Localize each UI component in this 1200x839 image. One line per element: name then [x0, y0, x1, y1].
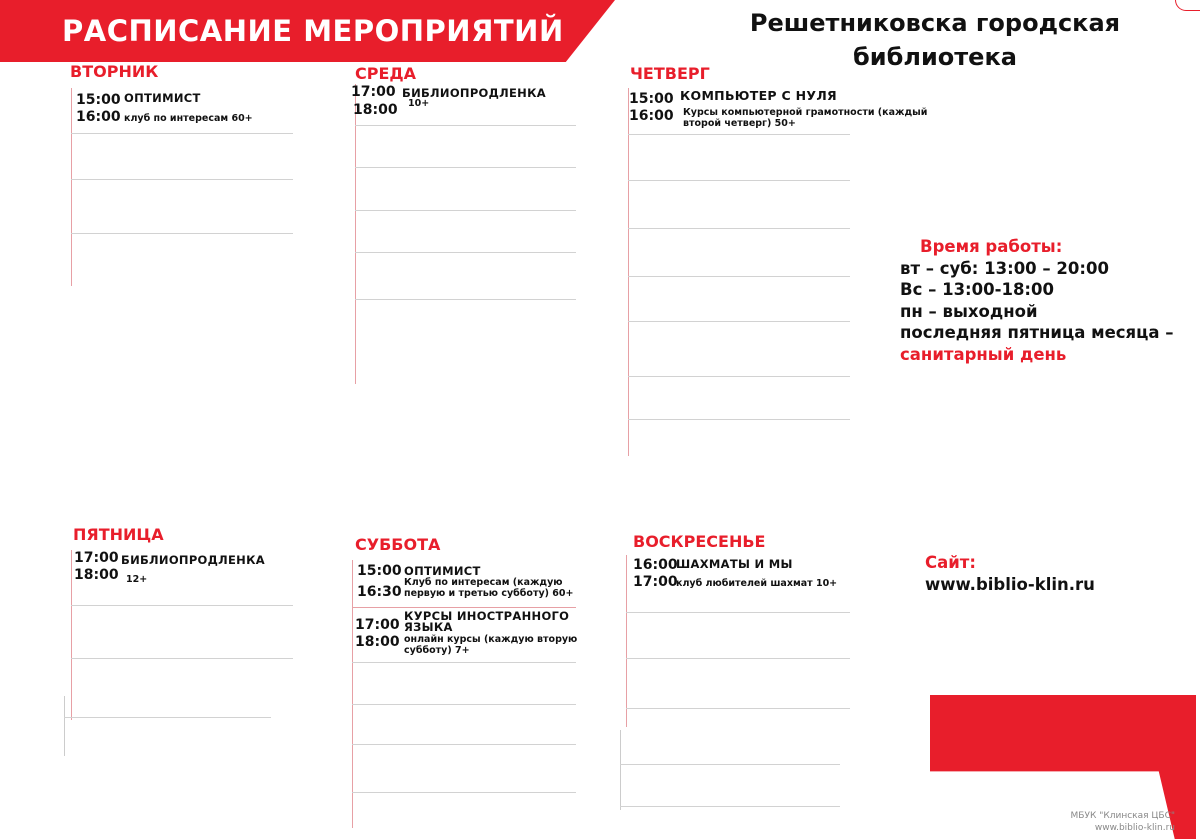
event-start-time: 17:00 — [74, 550, 119, 566]
event-title: ОПТИМИСТ — [404, 564, 481, 578]
row-divider — [628, 376, 850, 377]
event-title-line: ЯЗЫКА — [404, 620, 453, 634]
event-end-time: 16:30 — [357, 584, 402, 600]
event-end-time: 18:00 — [355, 634, 400, 650]
row-divider — [71, 605, 293, 606]
event-title: БИБЛИОПРОДЛЕНКА — [402, 86, 547, 100]
event-title: КОМПЬЮТЕР С НУЛЯ — [680, 88, 837, 103]
row-divider — [628, 276, 850, 277]
event-description: 10+ — [408, 98, 430, 109]
working-hours-heading: Время работы: — [920, 237, 1063, 256]
row-divider — [628, 180, 850, 181]
column-line — [628, 88, 629, 456]
working-hours-line: Вс – 13:00-18:00 — [900, 280, 1054, 299]
event-end-time: 18:00 — [74, 567, 119, 583]
event-title — [404, 611, 569, 633]
row-divider — [355, 252, 576, 253]
event-title: ОПТИМИСТ — [124, 91, 201, 105]
row-divider — [626, 708, 850, 709]
event-start-time: 15:00 — [76, 92, 121, 108]
row-divider — [620, 806, 840, 807]
event-description: 12+ — [126, 574, 148, 585]
website-url[interactable]: www.biblio-klin.ru — [925, 575, 1095, 594]
column-line — [64, 696, 65, 756]
event-start-time: 16:00 — [633, 557, 678, 573]
day-saturday: СУББОТА — [355, 535, 441, 554]
day-thursday: ЧЕТВЕРГ — [630, 64, 710, 83]
page-title: РАСПИСАНИЕ МЕРОПРИЯТИЙ — [62, 14, 564, 48]
website-label: Сайт: — [925, 553, 976, 572]
event-description-line: субботу) 7+ — [404, 644, 470, 656]
row-divider — [352, 744, 576, 745]
row-divider — [626, 612, 850, 613]
working-hours — [900, 236, 1174, 365]
column-line — [71, 550, 72, 720]
row-divider — [352, 662, 576, 663]
event-description-line: Курсы компьютерной грамотности (каждый — [683, 107, 928, 118]
row-divider — [352, 607, 576, 608]
event-description-line: Клуб по интересам (каждую — [404, 577, 563, 588]
event-description-line: онлайн курсы (каждую вторую — [404, 634, 578, 645]
event-description — [404, 635, 577, 656]
credit — [1040, 810, 1175, 834]
day-sunday: ВОСКРЕСЕНЬЕ — [633, 532, 766, 551]
row-divider — [355, 167, 576, 168]
website-block — [925, 552, 1095, 596]
event-start-time: 17:00 — [355, 617, 400, 633]
column-line — [71, 88, 72, 286]
row-divider — [71, 233, 293, 234]
row-divider — [71, 133, 293, 134]
event-description: клуб любителей шахмат 10+ — [676, 578, 838, 589]
row-divider — [355, 125, 576, 126]
column-line — [626, 555, 627, 727]
row-divider — [352, 792, 576, 793]
credit-url: www.biblio-klin.ru — [1094, 823, 1175, 833]
event-title: ШАХМАТЫ И МЫ — [676, 557, 793, 571]
working-hours-line: последняя пятница месяца – — [900, 323, 1174, 342]
event-start-time: 17:00 — [351, 84, 396, 100]
row-divider — [71, 179, 293, 180]
row-divider — [71, 658, 293, 659]
event-description — [683, 108, 927, 129]
event-start-time: 15:00 — [357, 563, 402, 579]
library-name — [730, 6, 1140, 74]
day-tuesday: ВТОРНИК — [70, 62, 159, 81]
event-end-time: 17:00 — [633, 574, 678, 590]
row-divider — [628, 419, 850, 420]
row-divider — [355, 299, 576, 300]
event-description: клуб по интересам 60+ — [124, 113, 253, 124]
row-divider — [628, 228, 850, 229]
event-title-line: КУРСЫ ИНОСТРАННОГО — [404, 609, 570, 623]
event-start-time: 15:00 — [629, 91, 674, 107]
library-name-line1: Решетниковска городская — [749, 9, 1121, 37]
corner-decoration — [1175, 0, 1200, 11]
event-end-time: 16:00 — [76, 109, 121, 125]
row-divider — [355, 210, 576, 211]
event-end-time: 18:00 — [353, 102, 398, 118]
working-hours-line: пн – выходной — [900, 301, 1038, 321]
credit-org: МБУК "Клинская ЦБС" — [1070, 811, 1175, 821]
row-divider — [352, 704, 576, 705]
row-divider — [628, 321, 850, 322]
day-friday: ПЯТНИЦА — [73, 525, 164, 544]
event-description-line: первую и третью субботу) 60+ — [404, 587, 574, 599]
working-hours-sanitary-day: санитарный день — [900, 344, 1067, 364]
row-divider — [620, 764, 840, 765]
column-line — [352, 560, 353, 828]
row-divider — [628, 134, 850, 135]
row-divider — [626, 658, 850, 659]
event-description-line: второй четверг) 50+ — [683, 117, 796, 129]
row-divider — [64, 717, 271, 718]
event-title: БИБЛИОПРОДЛЕНКА — [121, 553, 266, 567]
event-end-time: 16:00 — [629, 108, 674, 124]
column-line — [620, 730, 621, 810]
library-name-line2: библиотека — [853, 43, 1017, 71]
working-hours-line: вт – суб: 13:00 – 20:00 — [900, 258, 1109, 278]
event-description — [404, 578, 573, 599]
column-line — [355, 84, 356, 384]
day-wednesday: СРЕДА — [355, 64, 417, 83]
